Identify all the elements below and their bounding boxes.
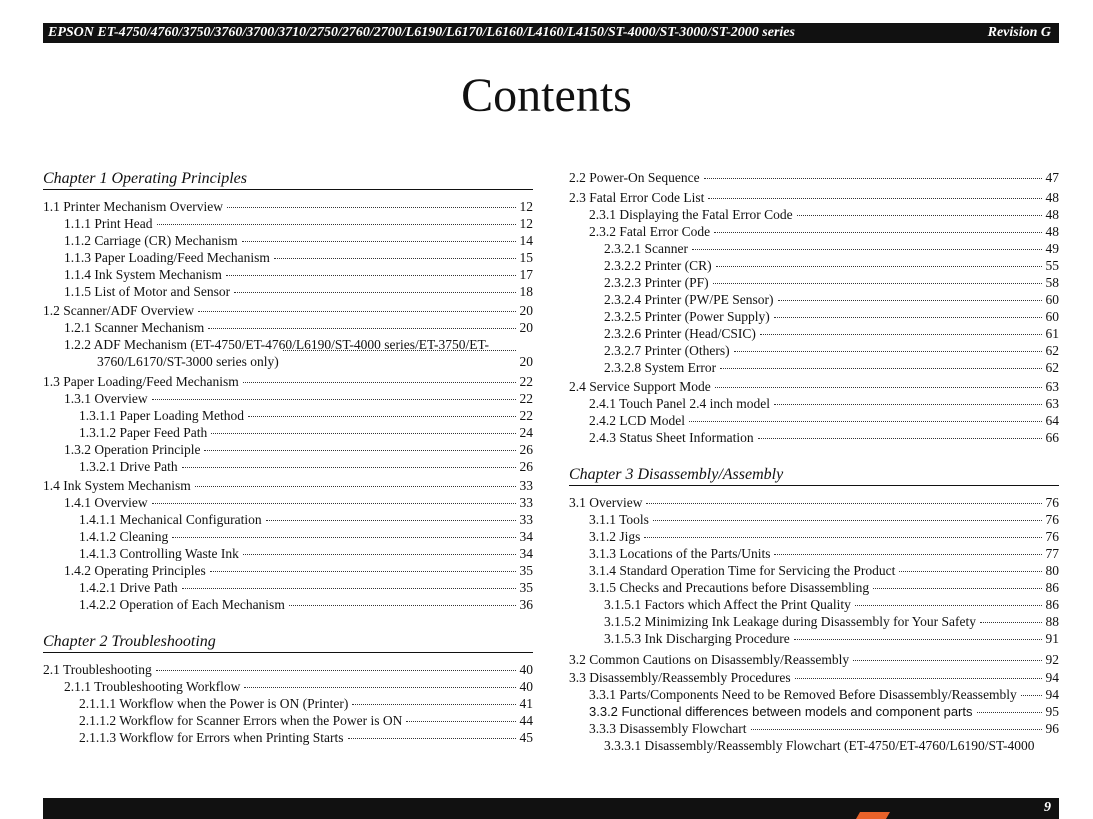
leader-dots: [795, 678, 1042, 679]
toc-entry-label: 2.3.2.6 Printer (Head/CSIC): [604, 326, 756, 341]
toc-entry[interactable]: [79, 511, 533, 528]
leader-dots: [646, 503, 1041, 504]
leader-dots: [274, 258, 516, 259]
toc-entry-label: 1.2.1 Scanner Mechanism: [64, 320, 205, 335]
leader-dots: [708, 198, 1041, 199]
toc-entry[interactable]: [79, 695, 533, 712]
leader-dots: [234, 292, 515, 293]
toc-entry-page: 60: [1045, 292, 1059, 307]
toc-entry[interactable]: [589, 686, 1059, 703]
leader-dots: [713, 283, 1042, 284]
leader-dots: [226, 275, 516, 276]
toc-entry-page: 60: [1045, 309, 1059, 324]
leader-dots: [210, 571, 516, 572]
toc-entry[interactable]: [79, 596, 533, 613]
toc-entry[interactable]: [589, 206, 1059, 223]
toc-entry[interactable]: [604, 342, 1059, 359]
leader-dots: [977, 712, 1042, 713]
toc-entry-page: 18: [519, 284, 533, 299]
toc-entry-label: 3.3.2 Functional differences between models and component parts: [589, 704, 973, 719]
decorative-shape: [856, 812, 890, 819]
toc-entry[interactable]: [43, 302, 533, 319]
toc-entry[interactable]: [604, 630, 1059, 647]
toc-entry-label: 1.1.4 Ink System Mechanism: [64, 267, 222, 282]
toc-entry-label: 1.3.1.1 Paper Loading Method: [79, 408, 244, 423]
chapter-3-heading: Chapter 3 Disassembly/Assembly: [569, 466, 1059, 486]
toc-entry-page: 12: [519, 199, 533, 214]
leader-dots: [172, 537, 515, 538]
toc-entry-page: 61: [1045, 326, 1059, 341]
toc-entry-label: 3.1.3 Locations of the Parts/Units: [589, 546, 771, 561]
toc-entry-page: 35: [519, 563, 533, 578]
toc-entry-page: 24: [519, 425, 533, 440]
toc-entry[interactable]: [604, 737, 1059, 754]
toc-entry[interactable]: [64, 494, 533, 511]
leader-dots: [980, 622, 1042, 623]
toc-entry-label: 3.1.5.2 Minimizing Ink Leakage during Disassembly for Your Safety: [604, 614, 976, 629]
toc-entry[interactable]: [64, 266, 533, 283]
toc-entry[interactable]: [43, 373, 533, 390]
toc-entry-label: 2.1.1.1 Workflow when the Power is ON (Printer): [79, 696, 349, 711]
leader-dots: [899, 571, 1041, 572]
leader-dots: [289, 605, 516, 606]
toc-entry[interactable]: [589, 579, 1059, 596]
toc-entry[interactable]: [569, 494, 1059, 511]
leader-dots: [157, 224, 516, 225]
toc-entry-label: 3.3.3.1 Disassembly/Reassembly Flowchart (ET-4750/ET-4760/L6190/ST-4000: [604, 738, 1035, 753]
toc-entry[interactable]: [589, 545, 1059, 562]
leader-dots: [855, 605, 1042, 606]
toc-entry-page: 26: [519, 459, 533, 474]
leader-dots: [348, 738, 516, 739]
toc-entry-page: 26: [519, 442, 533, 457]
toc-entry-label: 2.3.2.8 System Error: [604, 360, 717, 375]
leader-dots: [152, 503, 516, 504]
toc-entry-page: 48: [1045, 207, 1059, 222]
toc-entry-page: 96: [1045, 721, 1059, 736]
toc-entry-page: 20: [519, 303, 533, 318]
toc-entry-label: 3.1.2 Jigs: [589, 529, 641, 544]
toc-entry-label: 3.1 Overview: [569, 495, 643, 510]
toc-entry-label: 3.1.1 Tools: [589, 512, 649, 527]
toc-entry-page: 41: [519, 696, 533, 711]
toc-entry[interactable]: [589, 528, 1059, 545]
toc-entry-page: 22: [519, 374, 533, 389]
leader-dots: [853, 660, 1041, 661]
toc-entry-label: 1.1.3 Paper Loading/Feed Mechanism: [64, 250, 270, 265]
leader-dots: [198, 311, 515, 312]
toc-entry[interactable]: [64, 319, 533, 336]
page-title: Contents: [461, 69, 632, 122]
toc-entry[interactable]: [569, 669, 1059, 686]
toc-entry-label: 1.2.2 ADF Mechanism (ET-4750/ET-4760/L6190/ST-4000 series/ET-3750/ET-: [64, 337, 489, 352]
toc-entry-label: 1.1.2 Carriage (CR) Mechanism: [64, 233, 238, 248]
leader-dots: [243, 554, 516, 555]
toc-entry[interactable]: [569, 169, 1059, 186]
toc-entry-label: 3.3.3 Disassembly Flowchart: [589, 721, 747, 736]
toc-entry-page: 40: [519, 662, 533, 677]
leader-dots: [715, 387, 1042, 388]
toc-entry[interactable]: [79, 424, 533, 441]
toc-entry[interactable]: [604, 291, 1059, 308]
toc-entry-page: 45: [519, 730, 533, 745]
toc-entry[interactable]: [79, 545, 533, 562]
toc-entry-page: 92: [1045, 652, 1059, 667]
toc-entry[interactable]: [589, 429, 1059, 446]
leader-dots: [243, 382, 516, 383]
toc-entry[interactable]: [64, 283, 533, 300]
toc-entry-label: 1.1.1 Print Head: [64, 216, 153, 231]
toc-entry[interactable]: [569, 189, 1059, 206]
toc-entry-page: 15: [519, 250, 533, 265]
toc-entry-label: 2.3.2.3 Printer (PF): [604, 275, 709, 290]
toc-entry-page: 76: [1045, 512, 1059, 527]
toc-entry-label: 3.1.4 Standard Operation Time for Servicing the Product: [589, 563, 896, 578]
leader-dots: [283, 350, 516, 351]
leader-dots: [714, 232, 1041, 233]
leader-dots: [774, 404, 1041, 405]
toc-entry-label: 2.4 Service Support Mode: [569, 379, 711, 394]
leader-dots: [774, 317, 1042, 318]
toc-entry-page: 55: [1045, 258, 1059, 273]
toc-entry-page: 48: [1045, 224, 1059, 239]
toc-entry[interactable]: [43, 661, 533, 678]
leader-dots: [211, 433, 515, 434]
leader-dots: [156, 670, 516, 671]
toc-entry[interactable]: [589, 511, 1059, 528]
toc-entry[interactable]: [589, 412, 1059, 429]
toc-entry-page: 94: [1045, 670, 1059, 685]
leader-dots: [760, 334, 1042, 335]
toc-entry[interactable]: [43, 477, 533, 494]
toc-entry-page: 62: [1045, 360, 1059, 375]
toc-entry-label: 2.4.3 Status Sheet Information: [589, 430, 754, 445]
toc-entry[interactable]: [604, 257, 1059, 274]
toc-entry-page: 33: [519, 512, 533, 527]
toc-entry-label: 3.1.5.3 Ink Discharging Procedure: [604, 631, 790, 646]
toc-entry[interactable]: [79, 579, 533, 596]
toc-entry-page: 63: [1045, 396, 1059, 411]
toc-entry-page: 33: [519, 495, 533, 510]
leader-dots: [182, 588, 516, 589]
toc-entry-page: 35: [519, 580, 533, 595]
toc-entry-page: 80: [1045, 563, 1059, 578]
toc-entry-label: 2.2 Power-On Sequence: [569, 170, 700, 185]
toc-entry-label: 1.4.2 Operating Principles: [64, 563, 206, 578]
toc-entry-page: 48: [1045, 190, 1059, 205]
toc-entry[interactable]: [604, 596, 1059, 613]
leader-dots: [704, 178, 1042, 179]
toc-entry[interactable]: [589, 703, 1059, 720]
toc-entry[interactable]: [589, 720, 1059, 737]
toc-entry-label: 1.1 Printer Mechanism Overview: [43, 199, 223, 214]
toc-entry-label: 2.3.2.4 Printer (PW/PE Sensor): [604, 292, 774, 307]
toc-entry-page: 22: [519, 391, 533, 406]
toc-entry[interactable]: [79, 712, 533, 729]
toc-entry[interactable]: [64, 232, 533, 249]
toc-entry-label: 1.4.2.1 Drive Path: [79, 580, 178, 595]
toc-entry-page: 17: [519, 267, 533, 282]
leader-dots: [689, 421, 1042, 422]
toc-entry-label: 1.4.1.3 Controlling Waste Ink: [79, 546, 239, 561]
toc-entry-page: 76: [1045, 495, 1059, 510]
leader-dots: [248, 416, 516, 417]
leader-dots: [182, 467, 516, 468]
toc-entry-label: 2.3.2.7 Printer (Others): [604, 343, 730, 358]
toc-entry[interactable]: [64, 441, 533, 458]
toc-entry-page: 47: [1045, 170, 1059, 185]
toc-entry[interactable]: [604, 613, 1059, 630]
toc-entry-label: 1.3.1 Overview: [64, 391, 148, 406]
toc-entry-label: 2.3.2 Fatal Error Code: [589, 224, 711, 239]
toc-entry[interactable]: [569, 651, 1059, 668]
toc-entry-label: 1.3 Paper Loading/Feed Mechanism: [43, 374, 239, 389]
toc-entry[interactable]: [604, 359, 1059, 376]
leader-dots: [794, 639, 1042, 640]
leader-dots: [774, 554, 1041, 555]
leader-dots: [406, 721, 515, 722]
toc-entry-page: 34: [519, 529, 533, 544]
toc-entry-page: 62: [1045, 343, 1059, 358]
page-number: 9: [1044, 800, 1051, 815]
toc-entry-page: 20: [519, 320, 533, 335]
toc-entry[interactable]: [604, 308, 1059, 325]
toc-entry-label: 2.3 Fatal Error Code List: [569, 190, 705, 205]
toc-entry[interactable]: [589, 223, 1059, 240]
leader-dots: [751, 729, 1042, 730]
toc-entry-label: 2.3.2.2 Printer (CR): [604, 258, 712, 273]
leader-dots: [1021, 695, 1042, 696]
document-model-header: EPSON ET-4750/4760/3750/3760/3700/3710/2750/2760/2700/L6190/L6170/L6160/L4160/L4150/ST-4000/ST-3000/ST-2000 series: [48, 25, 795, 40]
leader-dots: [716, 266, 1042, 267]
toc-entry[interactable]: [64, 336, 533, 369]
footer-bar: [43, 798, 1059, 819]
leader-dots: [352, 704, 515, 705]
toc-entry-page: 88: [1045, 614, 1059, 629]
toc-entry-label: 1.4 Ink System Mechanism: [43, 478, 191, 493]
toc-entry-label: 2.3.1 Displaying the Fatal Error Code: [589, 207, 793, 222]
toc-entry-page: 14: [519, 233, 533, 248]
toc-entry[interactable]: [79, 729, 533, 746]
toc-entry-page: 33: [519, 478, 533, 493]
toc-entry-label: 2.4.2 LCD Model: [589, 413, 685, 428]
toc-entry-page: 77: [1045, 546, 1059, 561]
toc-entry[interactable]: [64, 562, 533, 579]
leader-dots: [653, 520, 1042, 521]
toc-entry-page: 12: [519, 216, 533, 231]
toc-entry[interactable]: [569, 378, 1059, 395]
toc-entry-label: 2.1.1.2 Workflow for Scanner Errors when the Power is ON: [79, 713, 403, 728]
toc-entry[interactable]: [64, 215, 533, 232]
revision-label: Revision G: [987, 25, 1051, 40]
toc-entry-label: 1.1.5 List of Motor and Sensor: [64, 284, 231, 299]
leader-dots: [244, 687, 515, 688]
toc-entry-page: 40: [519, 679, 533, 694]
toc-entry[interactable]: [64, 249, 533, 266]
toc-entry-page: 36: [519, 597, 533, 612]
toc-entry-label: 3.1.5.1 Factors which Affect the Print Quality: [604, 597, 851, 612]
toc-entry[interactable]: [64, 678, 533, 695]
leader-dots: [195, 486, 516, 487]
toc-entry-label: 1.3.2 Operation Principle: [64, 442, 201, 457]
toc-entry-label: 3.3.1 Parts/Components Need to be Removed Before Disassembly/Reassembly: [589, 687, 1017, 702]
toc-entry-page: 86: [1045, 580, 1059, 595]
toc-entry-label: 1.2 Scanner/ADF Overview: [43, 303, 195, 318]
toc-entry[interactable]: [43, 198, 533, 215]
toc-entry-page: 94: [1045, 687, 1059, 702]
toc-entry[interactable]: [79, 458, 533, 475]
leader-dots: [242, 241, 516, 242]
leader-dots: [720, 368, 1041, 369]
leader-dots: [758, 438, 1042, 439]
leader-dots: [873, 588, 1041, 589]
toc-entry-label: 1.4.1 Overview: [64, 495, 148, 510]
toc-entry-label: 2.1 Troubleshooting: [43, 662, 152, 677]
leader-dots: [797, 215, 1042, 216]
toc-entry-page: 49: [1045, 241, 1059, 256]
toc-entry[interactable]: [79, 407, 533, 424]
toc-entry-label: 1.4.1.1 Mechanical Configuration: [79, 512, 262, 527]
toc-entry-page: 22: [519, 408, 533, 423]
leader-dots: [266, 520, 516, 521]
header-bar: [43, 23, 1059, 43]
leader-dots: [778, 300, 1042, 301]
toc-entry-label: 3.3 Disassembly/Reassembly Procedures: [569, 670, 791, 685]
toc-entry-page: 20: [519, 354, 533, 369]
toc-entry-page: 58: [1045, 275, 1059, 290]
toc-entry-page: 64: [1045, 413, 1059, 428]
leader-dots: [644, 537, 1041, 538]
toc-entry[interactable]: [604, 274, 1059, 291]
toc-entry-label: 1.3.2.1 Drive Path: [79, 459, 178, 474]
toc-entry-label: 2.1.1 Troubleshooting Workflow: [64, 679, 241, 694]
toc-entry-label: 2.3.2.5 Printer (Power Supply): [604, 309, 770, 324]
toc-entry-page: 44: [519, 713, 533, 728]
toc-entry-page: 86: [1045, 597, 1059, 612]
leader-dots: [152, 399, 516, 400]
leader-dots: [208, 328, 515, 329]
toc-entry[interactable]: [64, 390, 533, 407]
toc-entry-label: 1.4.2.2 Operation of Each Mechanism: [79, 597, 285, 612]
toc-entry-label: 3.1.5 Checks and Precautions before Disassembling: [589, 580, 870, 595]
leader-dots: [227, 207, 516, 208]
toc-entry-label: 2.1.1.3 Workflow for Errors when Printing Starts: [79, 730, 344, 745]
toc-entry[interactable]: [604, 240, 1059, 257]
chapter-1-heading: Chapter 1 Operating Principles: [43, 170, 533, 190]
leader-dots: [204, 450, 515, 451]
toc-entry[interactable]: [589, 395, 1059, 412]
toc-entry[interactable]: [79, 528, 533, 545]
toc-entry-page: 95: [1045, 704, 1059, 719]
toc-entry-page: 76: [1045, 529, 1059, 544]
toc-entry-label: 1.4.1.2 Cleaning: [79, 529, 169, 544]
toc-entry[interactable]: [589, 562, 1059, 579]
toc-entry-page: 63: [1045, 379, 1059, 394]
toc-entry-label-continued: 3760/L6170/ST-3000 series only): [97, 354, 279, 369]
toc-entry[interactable]: [604, 325, 1059, 342]
toc-entry-label: 1.3.1.2 Paper Feed Path: [79, 425, 208, 440]
toc-entry-page: 66: [1045, 430, 1059, 445]
leader-dots: [692, 249, 1042, 250]
toc-entry-page: 34: [519, 546, 533, 561]
leader-dots: [734, 351, 1042, 352]
toc-entry-label: 2.3.2.1 Scanner: [604, 241, 688, 256]
toc-entry-page: 91: [1045, 631, 1059, 646]
chapter-2-heading: Chapter 2 Troubleshooting: [43, 633, 533, 653]
toc-entry-label: 3.2 Common Cautions on Disassembly/Reassembly: [569, 652, 850, 667]
toc-entry-label: 2.4.1 Touch Panel 2.4 inch model: [589, 396, 771, 411]
